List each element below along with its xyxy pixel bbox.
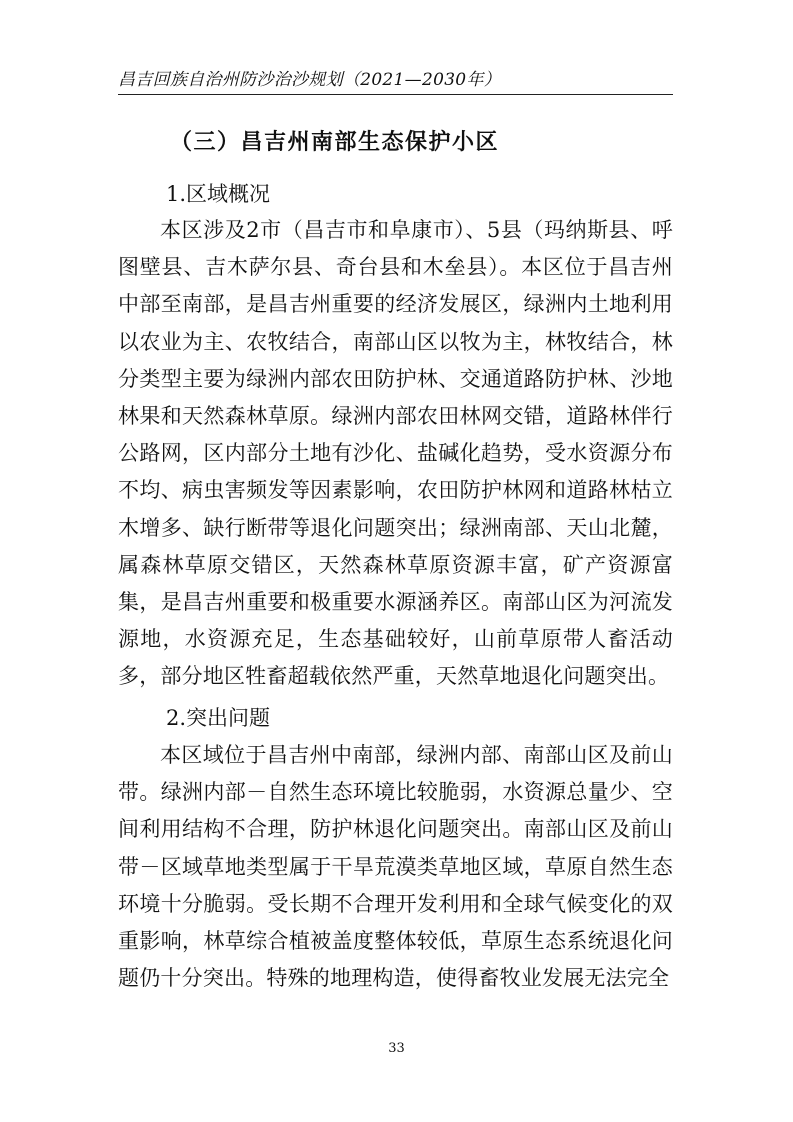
page-number: 33: [388, 1041, 405, 1056]
subsection-heading-overview: 1.区域概况: [166, 182, 271, 206]
running-header-title: 昌吉回族自治州防沙治沙规划（2021—2030年）: [118, 70, 502, 90]
section-title: （三）昌吉州南部生态保护小区: [170, 130, 500, 155]
problems-paragraph: 本区域位于昌吉州中南部，绿洲内部、南部山区及前山带。绿洲内部－自然生态环境比较脆弱，水资源总量少、空间利用结构不合理，防护林退化问题突出。南部山区及前山带－区域草地类型属于干旱荒漠类草地区域，草原自然生态环境十分脆弱。受长期不合理开发利用和全球气候变化的双重影响，林草综合植被盖度整体较低，草原生态系统退化问题仍十分突出。特殊的地理构造，使得畜牧业发展无法完全: [118, 743, 673, 991]
running-header: [118, 68, 673, 95]
overview-paragraph: 本区涉及2市（昌吉市和阜康市）、5县（玛纳斯县、呼图壁县、吉木萨尔县、奇台县和木垒县）。本区位于昌吉州中部至南部，是昌吉州重要的经济发展区，绿洲内土地利用以农业为主、农牧结合，南部山区以牧为主，林牧结合，林分类型主要为绿洲内部农田防护林、交通道路防护林、沙地林果和天然森林草原。绿洲内部农田林网交错，道路林伴行公路网，区内部分土地有沙化、盐碱化趋势，受水资源分布不均、病虫害频发等因素影响，农田防护林网和道路林枯立木增多、缺行断带等退化问题突出；绿洲南部、天山北麓，属森林草原交错区，天然森林草原资源丰富，矿产资源富集，是昌吉州重要和极重要水源涵养区。南部山区为河流发源地，水资源充足，生态基础较好，山前草原带人畜活动多，部分地区牲畜超载依然严重，天然草地退化问题突出。: [118, 218, 673, 689]
subsection-heading-problems: 2.突出问题: [166, 706, 271, 730]
